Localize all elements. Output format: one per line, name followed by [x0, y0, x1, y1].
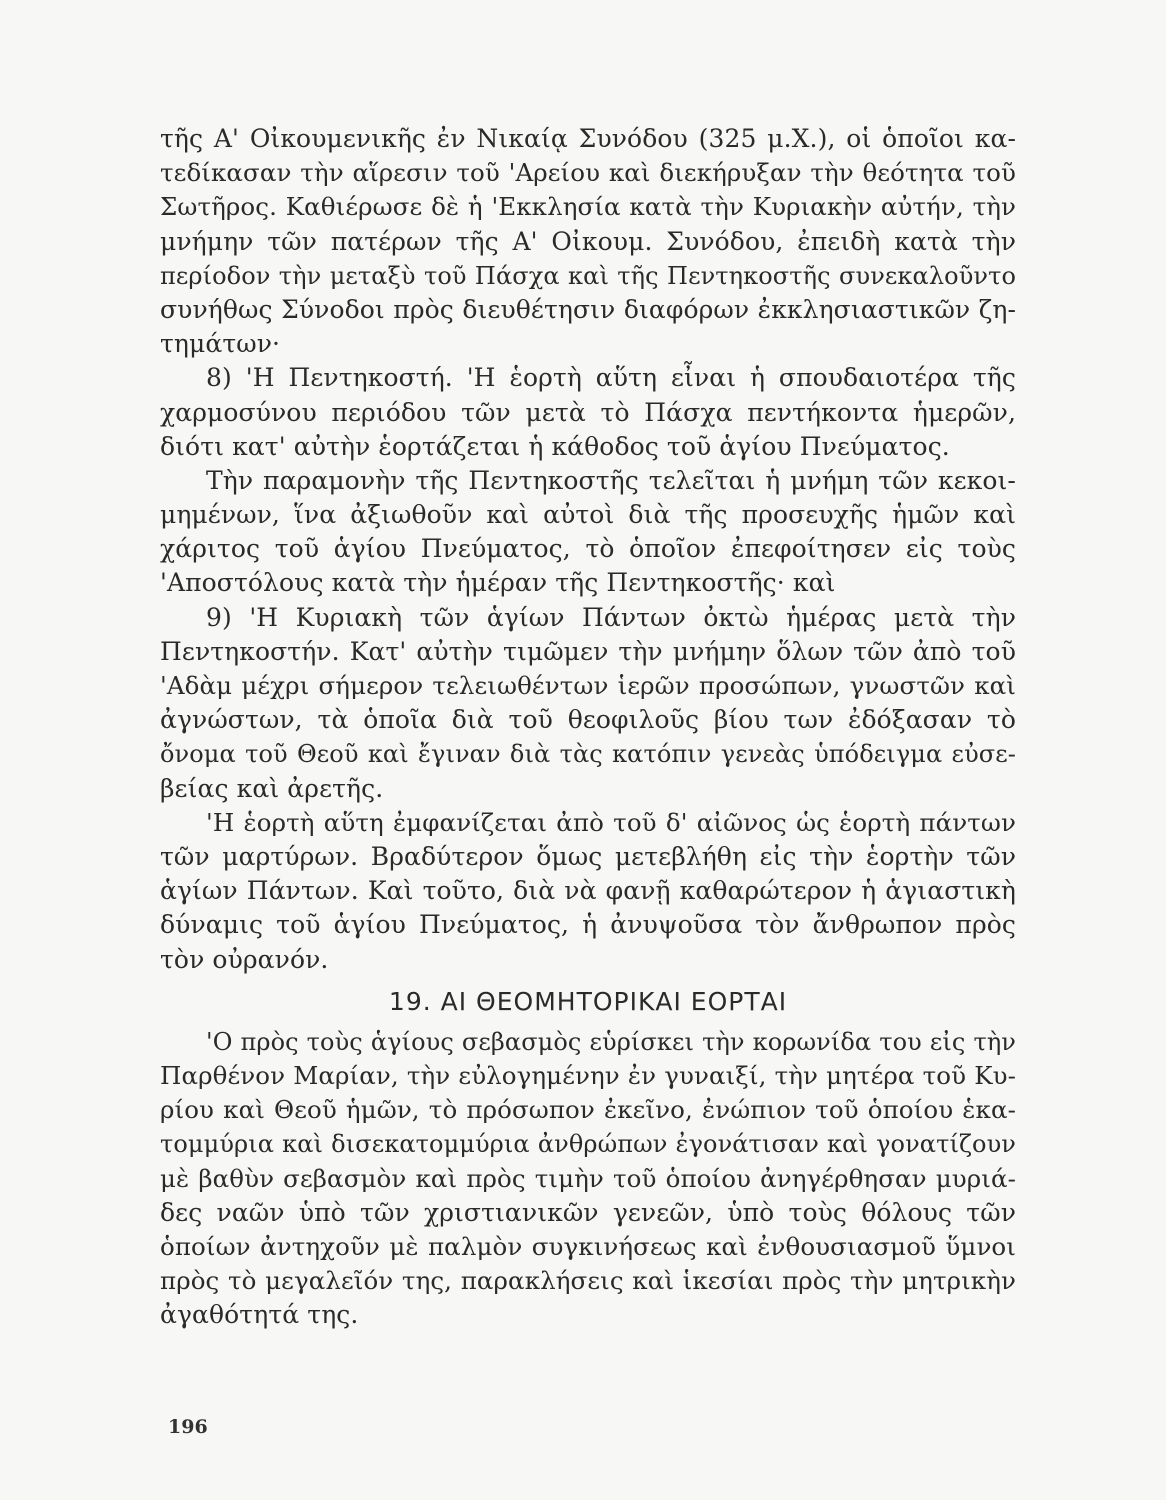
- text-line: 'Η ἑορτὴ αὕτη ἐμφανίζεται ἀπὸ τοῦ δ' αἰῶνος ὡς ἑορτὴ πάντων: [206, 807, 1016, 837]
- text-line: Πεντηκοστήν. Κατ' αὐτὴν τιμῶμεν τὴν μνήμην ὅλων τῶν ἀπὸ τοῦ: [160, 636, 1016, 666]
- text-line: χαρμοσύνου περιόδου τῶν μετὰ τὸ Πάσχα πεντήκοντα ἡμερῶν,: [160, 397, 1016, 427]
- text-line: 'Αδὰμ μέχρι σήμερον τελειωθέντων ἱερῶν προσώπων, γνωστῶν καὶ: [160, 671, 1016, 700]
- text-line: τημάτων·: [160, 329, 281, 359]
- text-line: ὁποίων ἀντηχοῦν μὲ παλμὸν συγκινήσεως καὶ ἐνθουσιασμοῦ ὕμνοι: [160, 1232, 1016, 1261]
- text-line: ὄνομα τοῦ Θεοῦ καὶ ἔγιναν διὰ τὰς κατόπιν γενεὰς ὑπόδειγμα εὐσε-: [160, 740, 1016, 769]
- page-number: 196: [168, 1416, 208, 1438]
- text-line: μημένων, ἵνα ἀξιωθοῦν καὶ αὐτοὶ διὰ τῆς προσευχῆς ἡμῶν καὶ: [160, 500, 1016, 530]
- text-line: τῶν μαρτύρων. Βραδύτερον ὅμως μετεβλήθη εἰς τὴν ἑορτὴν τῶν: [160, 841, 1016, 871]
- text-line: ἀγνώστων, τὰ ὁποῖα διὰ τοῦ θεοφιλοῦς βίου των ἐδόξασαν τὸ: [160, 705, 1016, 735]
- text-line: Παρθένον Μαρίαν, τὴν εὐλογημένην ἐν γυναιξί, τὴν μητέρα τοῦ Κυ-: [160, 1061, 1016, 1091]
- text-line: 8) 'Η Πεντηκοστή. 'Η ἑορτὴ αὕτη εἶναι ἡ σπουδαιοτέρα τῆς: [206, 363, 1016, 393]
- text-line: ἁγίων Πάντων. Καὶ τοῦτο, διὰ νὰ φανῇ καθαρώτερον ἡ ἁγιαστικὴ: [160, 876, 1016, 906]
- text-line: τομμύρια καὶ δισεκατομμύρια ἀνθρώπων ἐγονάτισαν καὶ γονατίζουν: [160, 1130, 1016, 1159]
- text-line: δες ναῶν ὑπὸ τῶν χριστιανικῶν γενεῶν, ὑπὸ τοὺς θόλους τῶν: [160, 1197, 1016, 1227]
- section-heading: 19. ΑΙ ΘΕΟΜΗΤΟΡΙΚΑΙ ΕΟΡΤΑΙ: [388, 986, 788, 1016]
- text-line: συνήθως Σύνοδοι πρὸς διευθέτησιν διαφόρων ἐκκλησιαστικῶν ζη-: [160, 294, 1016, 324]
- text-line: τὸν οὐρανόν.: [160, 944, 329, 974]
- text-line: ρίου καὶ Θεοῦ ἡμῶν, τὸ πρόσωπον ἐκεῖνο, ἐνώπιον τοῦ ὁποίου ἑκα-: [160, 1095, 1016, 1125]
- text-line: πρὸς τὸ μεγαλεῖόν της, παρακλήσεις καὶ ἱκεσίαι πρὸς τὴν μητρικὴν: [160, 1266, 1016, 1296]
- text-line: μνήμην τῶν πατέρων τῆς Α' Οἰκουμ. Συνόδου, ἐπειδὴ κατὰ τὴν: [160, 226, 1016, 256]
- text-line: τῆς Α' Οἰκουμενικῆς ἐν Νικαίᾳ Συνόδου (325 μ.Χ.), οἱ ὁποῖοι κα-: [160, 124, 1016, 153]
- text-line: 'Αποστόλους κατὰ τὴν ἡμέραν τῆς Πεντηκοστῆς· καὶ: [160, 568, 836, 598]
- text-line: μὲ βαθὺν σεβασμὸν καὶ πρὸς τιμὴν τοῦ ὁποίου ἀνηγέρθησαν μυριά-: [160, 1163, 1016, 1193]
- body-text: [160, 122, 1016, 1333]
- text-line: βείας καὶ ἀρετῆς.: [160, 773, 384, 803]
- text-line: τεδίκασαν τὴν αἵρεσιν τοῦ 'Αρείου καὶ διεκήρυξαν τὴν θεότητα τοῦ: [160, 158, 1016, 188]
- text-line: Σωτῆρος. Καθιέρωσε δὲ ἡ 'Εκκλησία κατὰ τὴν Κυριακὴν αὐτήν, τὴν: [160, 192, 1016, 222]
- text-line: διότι κατ' αὐτὴν ἑορτάζεται ἡ κάθοδος τοῦ ἁγίου Πνεύματος.: [160, 431, 950, 461]
- text-line: 'Ο πρὸς τοὺς ἁγίους σεβασμὸς εὑρίσκει τὴν κορωνίδα του εἰς τὴν: [206, 1027, 1016, 1056]
- text-line: δύναμις τοῦ ἁγίου Πνεύματος, ἡ ἀνυψοῦσα τὸν ἄνθρωπον πρὸς: [160, 910, 1016, 940]
- text-line: περίοδον τὴν μεταξὺ τοῦ Πάσχα καὶ τῆς Πεντηκοστῆς συνεκαλοῦντο: [160, 261, 1016, 290]
- text-line: Τὴν παραμονὴν τῆς Πεντηκοστῆς τελεῖται ἡ μνήμη τῶν κεκοι-: [206, 465, 1016, 495]
- text-line: ἀγαθότητά της.: [160, 1300, 359, 1330]
- text-line: 9) 'Η Κυριακὴ τῶν ἁγίων Πάντων ὀκτὼ ἡμέρας μετὰ τὴν: [206, 602, 1016, 632]
- text-line: χάριτος τοῦ ἁγίου Πνεύματος, τὸ ὁποῖον ἐπεφοίτησεν εἰς τοὺς: [160, 534, 1016, 564]
